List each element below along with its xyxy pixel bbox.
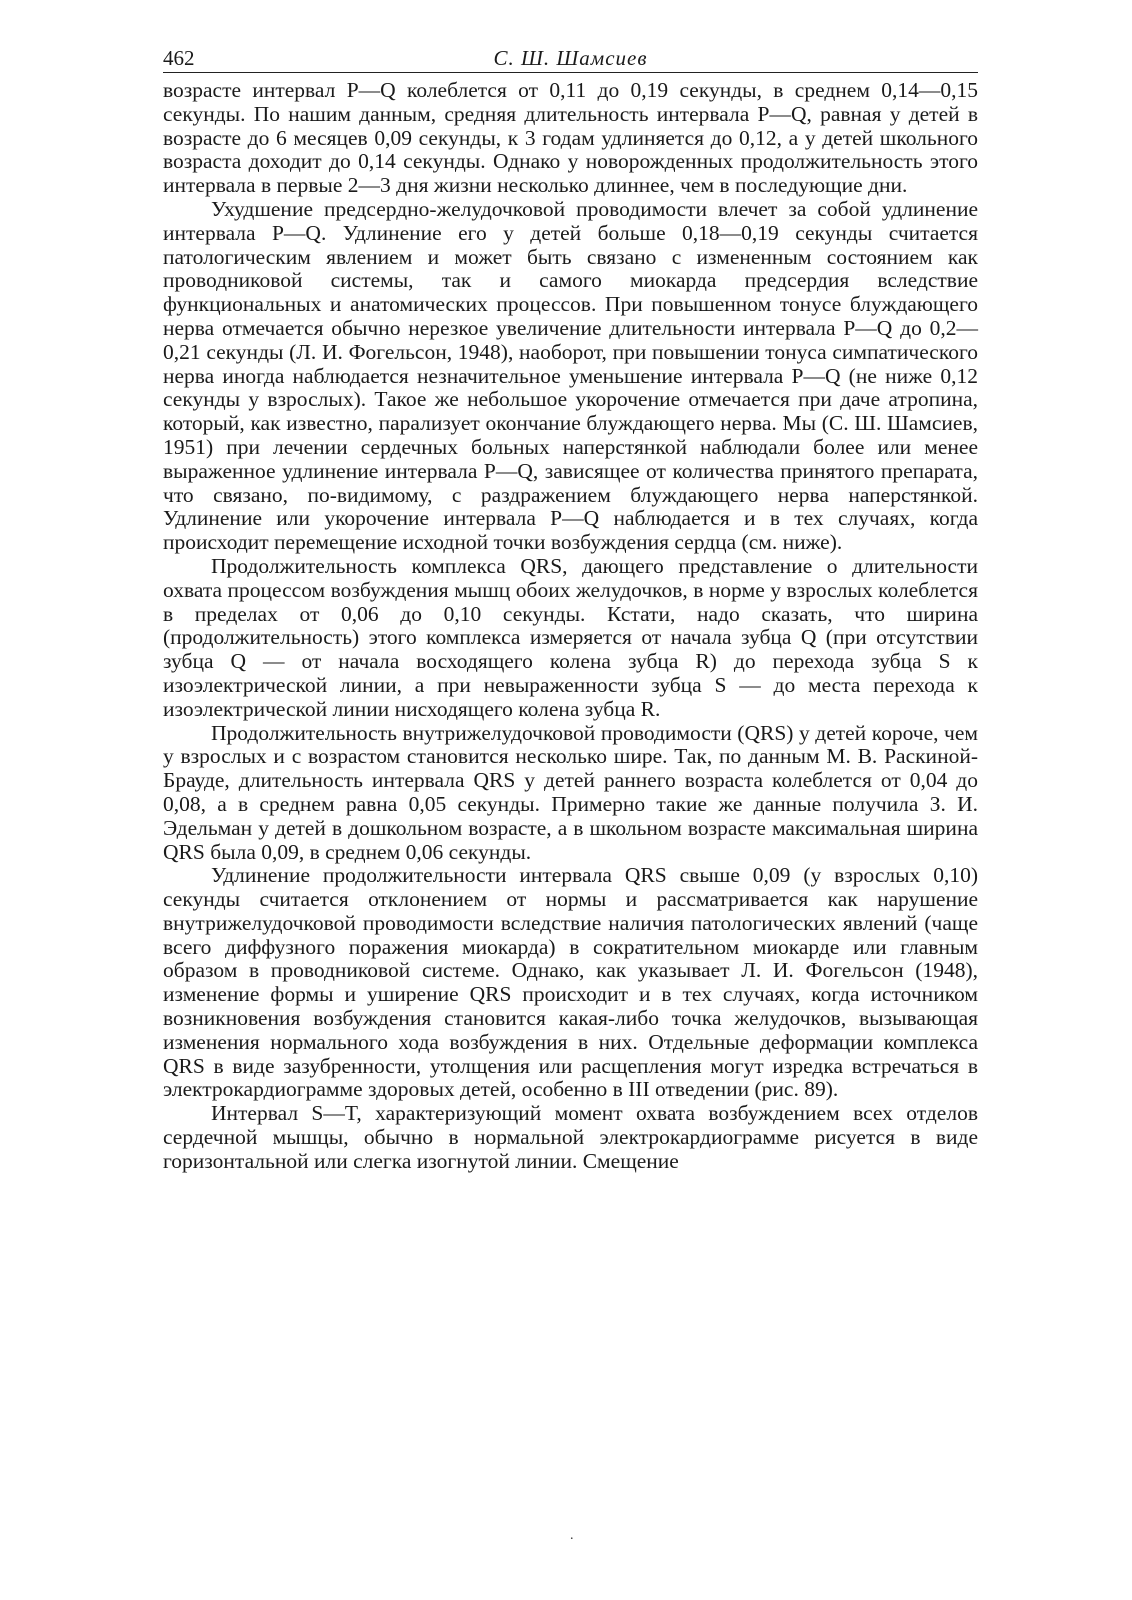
paragraph-continuation: возрасте интервал P—Q колеблется от 0,11 до 0,19 секунды, в среднем 0,14—0,15 секунды. По нашим данным, средняя длительность интервала P—Q, равная у детей в возрасте до 6 месяцев 0,09 секунды, к 3 годам удлиняется до 0,12, а у детей школьного возраста доходит до 0,14 секунды. Однако у новорожденных продолжительность этого интервала в первые 2—3 дня жизни несколько длиннее, чем в последующие дни. [163, 78, 978, 198]
running-title: С. Ш. Шамсиев [493, 46, 648, 70]
paragraph-qrs-children: Продолжительность внутрижелудочковой проводимости (QRS) у детей короче, чем у взрослых и с возрастом становится несколько шире. Так, по данным М. В. Раскиной-Брауде, длительность интервала QRS у детей раннего возраста колеблется от 0,04 до 0,08, а в среднем равна 0,05 секунды. Примерно такие же данные получила З. И. Эдельман у детей в дошкольном возрасте, а в школьном возрасте максимальная ширина QRS была 0,09, в среднем 0,06 секунды. [163, 720, 978, 864]
paragraph-qrs-prolongation: Удлинение продолжительности интервала QRS свыше 0,09 (у взрослых 0,10) секунды считается отклонением от нормы и рассматривается как нарушение внутрижелудочковой проводимости вследствие наличия патологических явлений (чаще всего диффузного поражения миокарда) в сократительном миокарде или главным образом в проводниковой системе. Однако, как указывает Л. И. Фогельсон (1948), изменение формы и уширение QRS происходит и в тех случаях, когда источником возникновения возбуждения становится какая-либо точка желудочков, вызывающая изменения нормального хода возбуждения в них. Отдельные деформации комплекса QRS в виде зазубренности, утолщения или расщепления могут изредка встречаться в электрокардиограмме здоровых детей, особенно в III отведении (рис. 89). [163, 863, 978, 1102]
paragraph-pq-prolongation: Ухудшение предсердно-желудочковой проводимости влечет за собой удлинение интервала P—Q. Удлинение его у детей больше 0,18—0,19 секунды считается патологическим явлением и может быть связано с измененным состоянием как проводниковой системы, так и самого миокарда предсердия вследствие функциональных и анатомических процессов. При повышенном тонусе блуждающего нерва отмечается обычно нерезкое увеличение длительности интервала P—Q до 0,2—0,21 секунды (Л. И. Фогельсон, 1948), наоборот, при повышении тонуса симпатического нерва иногда наблюдается незначительное уменьшение интервала P—Q (не ниже 0,12 секунды у взрослых). Такое же небольшое укорочение отмечается при даче атропина, который, как известно, парализует окончание блуждающего нерва. Мы (С. Ш. Шамсиев, 1951) при лечении сердечных больных наперстянкой наблюдали более или менее выраженное удлинение интервала P—Q, зависящее от количества принятого препарата, что связано, по-видимому, с раздражением блуждающего нерва наперстянкой. Удлинение или укорочение интервала P—Q наблюдается и в тех случаях, когда происходит перемещение исходной точки возбуждения сердца (см. ниже). [163, 196, 978, 555]
paragraph-qrs-duration: Продолжительность комплекса QRS, дающего представление о длительности охвата процессом возбуждения мышц обоих желудочков, в норме у взрослых колеблется в пределах от 0,06 до 0,10 секунды. Кстати, надо сказать, что ширина (продолжительность) этого комплекса измеряется от начала зубца Q (при отсутствии зубца Q — от начала восходящего колена зубца R) до перехода зубца S к изоэлектрической линии, а при невыраженности зубца S — до места перехода к изоэлектрической линии нисходящего колена зубца R. [163, 553, 978, 721]
paragraph-st-interval: Интервал S—T, характеризующий момент охвата возбуждением всех отделов сердечной мышцы, обычно в нормальной электрокардиограмме рисуется в виде горизонтальной или слегка изогнутой линии. Смещение [163, 1101, 978, 1173]
body-text [163, 79, 978, 1174]
running-head [163, 40, 978, 73]
book-page [163, 40, 978, 1174]
page-mark: . [570, 1528, 574, 1543]
page-number: 462 [163, 46, 195, 70]
